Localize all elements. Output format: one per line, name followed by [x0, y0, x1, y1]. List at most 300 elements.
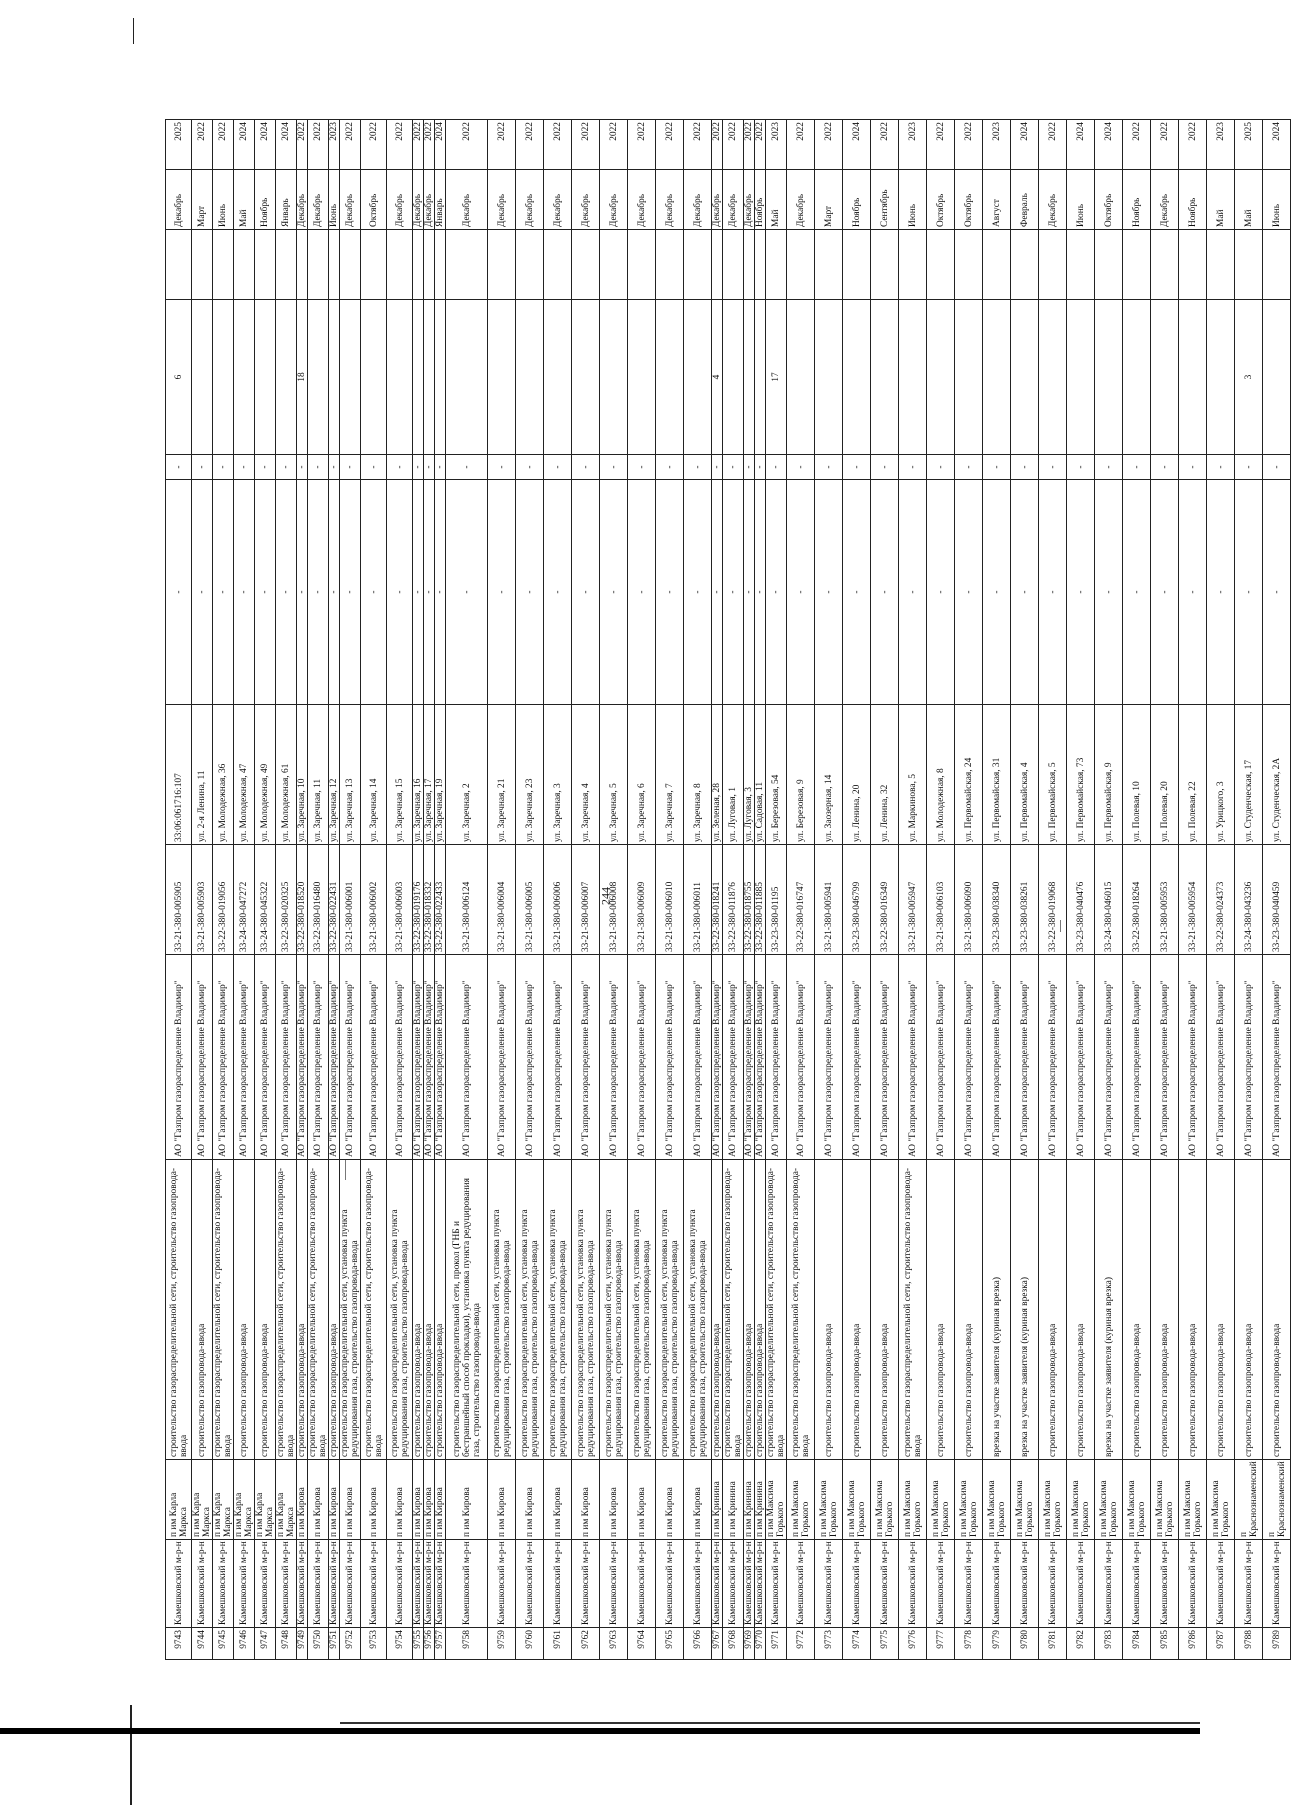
address-cell: ул. Березовая, 9	[787, 705, 815, 845]
cadastral-cell: 33-21-380-006090	[955, 845, 983, 955]
empty-cell: -	[544, 480, 572, 705]
month-cell: Декабрь	[723, 170, 744, 230]
organization-cell: АО "Газпром газораспределение Владимир"	[544, 955, 572, 1160]
year-cell: 2022	[1179, 120, 1207, 170]
settlement-cell: п им Кирова	[387, 1460, 413, 1540]
year-cell: 2025	[1235, 120, 1263, 170]
month-cell: Декабрь	[544, 170, 572, 230]
empty-cell: -	[1263, 455, 1291, 480]
district-cell: Камешковский м-р-н	[297, 1540, 308, 1628]
table-row	[955, 120, 983, 1660]
month-cell: Июнь	[899, 170, 927, 230]
year-cell: 2022	[955, 120, 983, 170]
year-cell: 2022	[213, 120, 234, 170]
month-cell: Декабрь	[413, 170, 424, 230]
work-type-cell: строительство газопровода-ввода	[755, 1160, 766, 1460]
district-cell: Камешковский м-р-н	[192, 1540, 213, 1628]
district-cell: Камешковский м-р-н	[413, 1540, 424, 1628]
address-cell: ул. Студенческая, 2А	[1263, 705, 1291, 845]
year-cell: 2022	[927, 120, 955, 170]
empty-cell	[213, 230, 234, 300]
count-cell	[723, 300, 744, 455]
count-cell	[1039, 300, 1067, 455]
organization-cell: АО "Газпром газораспределение Владимир"	[1067, 955, 1095, 1160]
empty-cell: -	[1123, 455, 1151, 480]
empty-cell	[361, 230, 387, 300]
year-cell: 2022	[544, 120, 572, 170]
cadastral-cell: 33-22-380-019176	[413, 845, 424, 955]
organization-cell: АО "Газпром газораспределение Владимир"	[446, 955, 488, 1160]
organization-cell: АО "Газпром газораспределение Владимир"	[1151, 955, 1179, 1160]
organization-cell: АО "Газпром газораспределение Владимир"	[516, 955, 544, 1160]
row-number: 9754	[387, 1628, 413, 1660]
table-row	[744, 120, 755, 1660]
district-cell: Камешковский м-р-н	[255, 1540, 276, 1628]
work-type-cell: врезка на участке заявителя (куриная врезка)	[983, 1160, 1011, 1460]
address-cell: ул. Заречная, 5	[600, 705, 628, 845]
empty-cell	[766, 230, 787, 300]
cadastral-cell: 33-23-380-01195	[766, 845, 787, 955]
organization-cell: АО "Газпром газораспределение Владимир"	[1039, 955, 1067, 1160]
empty-cell	[435, 230, 446, 300]
empty-cell	[744, 230, 755, 300]
cadastral-cell: 33-22-380-020325	[276, 845, 297, 955]
empty-cell: -	[361, 455, 387, 480]
address-cell: ул. Садовая, 11	[755, 705, 766, 845]
table-holder	[165, 120, 1287, 1660]
year-cell: 2024	[1067, 120, 1095, 170]
settlement-cell: п им Кринина	[723, 1460, 744, 1540]
district-cell: Камешковский м-р-н	[843, 1540, 871, 1628]
month-cell: Октябрь	[955, 170, 983, 230]
year-cell: 2022	[446, 120, 488, 170]
address-cell: ул. Первомайская, 9	[1095, 705, 1123, 845]
address-cell: ул. Заречная, 6	[628, 705, 656, 845]
count-cell	[787, 300, 815, 455]
settlement-cell: п им Кринина	[712, 1460, 723, 1540]
table-row	[516, 120, 544, 1660]
cadastral-cell: 33-21-380-005954	[1179, 845, 1207, 955]
table-row	[387, 120, 413, 1660]
district-cell: Камешковский м-р-н	[600, 1540, 628, 1628]
settlement-cell: п им Максима Горького	[927, 1460, 955, 1540]
month-cell: Декабрь	[516, 170, 544, 230]
empty-cell: -	[166, 455, 192, 480]
district-cell: Камешковский м-р-н	[488, 1540, 516, 1628]
settlement-cell: п им Максима Горького	[1067, 1460, 1095, 1540]
organization-cell: АО "Газпром газораспределение Владимир"	[899, 955, 927, 1160]
empty-cell: -	[1151, 480, 1179, 705]
empty-cell	[166, 230, 192, 300]
empty-cell: -	[1179, 480, 1207, 705]
district-cell: Камешковский м-р-н	[787, 1540, 815, 1628]
cadastral-cell: 33-22-380-022431	[329, 845, 340, 955]
empty-cell: -	[600, 480, 628, 705]
year-cell: 2022	[308, 120, 329, 170]
address-cell: ул. Первомайская, 31	[983, 705, 1011, 845]
work-type-cell: строительство газопровода-ввода	[815, 1160, 843, 1460]
year-cell: 2022	[815, 120, 843, 170]
work-type-cell: строительство газораспределительной сети, установка пункта редуцирования газа, строительство газопровода-ввода	[516, 1160, 544, 1460]
row-number: 9745	[213, 1628, 234, 1660]
count-cell	[255, 300, 276, 455]
empty-cell	[684, 230, 712, 300]
work-type-cell: врезка на участке заявителя (куриная врезка)	[1011, 1160, 1039, 1460]
empty-cell: -	[1011, 455, 1039, 480]
empty-cell: -	[446, 455, 488, 480]
count-cell	[744, 300, 755, 455]
empty-cell: -	[744, 455, 755, 480]
table-row	[899, 120, 927, 1660]
empty-cell: -	[572, 480, 600, 705]
district-cell: Камешковский м-р-н	[927, 1540, 955, 1628]
work-type-cell: строительство газопровода-ввода	[1263, 1160, 1291, 1460]
work-type-cell: строительство газопровода-ввода	[1123, 1160, 1151, 1460]
empty-cell	[1123, 230, 1151, 300]
empty-cell	[1179, 230, 1207, 300]
count-cell	[361, 300, 387, 455]
settlement-cell: п им Кринина	[755, 1460, 766, 1540]
year-cell: 2022	[656, 120, 684, 170]
table-row	[628, 120, 656, 1660]
empty-cell: -	[308, 455, 329, 480]
table-row	[1123, 120, 1151, 1660]
month-cell: Ноябрь	[1179, 170, 1207, 230]
settlement-cell: п им Максима Горького	[766, 1460, 787, 1540]
empty-cell: -	[755, 480, 766, 705]
empty-cell: -	[815, 455, 843, 480]
settlement-cell: п им Кирова	[488, 1460, 516, 1540]
table-row	[843, 120, 871, 1660]
organization-cell: АО "Газпром газораспределение Владимир"	[983, 955, 1011, 1160]
settlement-cell: п им Карла Маркса	[213, 1460, 234, 1540]
table-row	[723, 120, 744, 1660]
cadastral-cell: 33-23-380-038261	[1011, 845, 1039, 955]
empty-cell: -	[1039, 480, 1067, 705]
row-number: 9772	[787, 1628, 815, 1660]
year-cell: 2023	[899, 120, 927, 170]
month-cell: Сентябрь	[871, 170, 899, 230]
empty-cell: -	[712, 455, 723, 480]
empty-cell: -	[1179, 455, 1207, 480]
cadastral-cell: 33-21-380-005947	[899, 845, 927, 955]
address-cell: ул. Полевая, 22	[1179, 705, 1207, 845]
settlement-cell: п им Максима Горького	[1179, 1460, 1207, 1540]
district-cell: Камешковский м-р-н	[276, 1540, 297, 1628]
settlement-cell: п им Максима Горького	[1151, 1460, 1179, 1540]
organization-cell: АО "Газпром газораспределение Владимир"	[340, 955, 361, 1160]
month-cell: Май	[1207, 170, 1235, 230]
empty-cell	[572, 230, 600, 300]
year-cell: 2022	[488, 120, 516, 170]
month-cell: Октябрь	[927, 170, 955, 230]
district-cell: Камешковский м-р-н	[1235, 1540, 1263, 1628]
count-cell	[1011, 300, 1039, 455]
table-row	[435, 120, 446, 1660]
organization-cell: АО "Газпром газораспределение Владимир"	[1263, 955, 1291, 1160]
year-cell: 2022	[572, 120, 600, 170]
year-cell: 2022	[297, 120, 308, 170]
row-number: 9756	[424, 1628, 435, 1660]
settlement-cell: п им Кирова	[340, 1460, 361, 1540]
count-cell	[1095, 300, 1123, 455]
row-number: 9744	[192, 1628, 213, 1660]
cadastral-cell: 33-21-380-005905	[166, 845, 192, 955]
organization-cell: АО "Газпром газораспределение Владимир"	[1011, 955, 1039, 1160]
empty-cell: -	[1207, 455, 1235, 480]
settlement-cell: п им Кирова	[628, 1460, 656, 1540]
row-number: 9777	[927, 1628, 955, 1660]
work-type-cell: строительство газораспределительной сети, установка пункта редуцирования газа, строительство газопровода-ввода	[387, 1160, 413, 1460]
settlement-cell: п им Максима Горького	[843, 1460, 871, 1540]
empty-cell: -	[1263, 480, 1291, 705]
empty-cell: -	[927, 480, 955, 705]
settlement-cell: п им Кирова	[329, 1460, 340, 1540]
count-cell	[213, 300, 234, 455]
month-cell: Июнь	[1067, 170, 1095, 230]
count-cell	[1263, 300, 1291, 455]
year-cell: 2022	[1123, 120, 1151, 170]
month-cell: Декабрь	[166, 170, 192, 230]
cadastral-cell: 33-24-380-046015	[1095, 845, 1123, 955]
empty-cell: -	[712, 480, 723, 705]
district-cell: Камешковский м-р-н	[1151, 1540, 1179, 1628]
district-cell: Камешковский м-р-н	[955, 1540, 983, 1628]
address-cell: ул. Заречная, 11	[308, 705, 329, 845]
table-row	[488, 120, 516, 1660]
year-cell: 2024	[255, 120, 276, 170]
empty-cell: -	[446, 480, 488, 705]
month-cell: Декабрь	[787, 170, 815, 230]
empty-cell	[387, 230, 413, 300]
year-cell: 2022	[1151, 120, 1179, 170]
table-body	[166, 120, 1291, 1660]
settlement-cell: п им Кирова	[446, 1460, 488, 1540]
work-type-cell: строительство газопровода-ввода	[712, 1160, 723, 1460]
empty-cell: -	[166, 480, 192, 705]
address-cell: ул. Заречная, 8	[684, 705, 712, 845]
month-cell: Май	[234, 170, 255, 230]
row-number: 9764	[628, 1628, 656, 1660]
empty-cell	[1207, 230, 1235, 300]
empty-cell: -	[488, 455, 516, 480]
count-cell	[600, 300, 628, 455]
organization-cell: АО "Газпром газораспределение Владимир"	[213, 955, 234, 1160]
work-type-cell: строительство газопровода-ввода	[871, 1160, 899, 1460]
organization-cell: АО "Газпром газораспределение Владимир"	[766, 955, 787, 1160]
month-cell: Август	[983, 170, 1011, 230]
address-cell: ул. Зеленая, 28	[712, 705, 723, 845]
organization-cell: АО "Газпром газораспределение Владимир"	[192, 955, 213, 1160]
empty-cell: -	[276, 455, 297, 480]
settlement-cell: п Краснознаменский	[1235, 1460, 1263, 1540]
settlement-cell: п им Максима Горького	[1011, 1460, 1039, 1540]
district-cell: Камешковский м-р-н	[899, 1540, 927, 1628]
month-cell: Декабрь	[340, 170, 361, 230]
row-number: 9789	[1263, 1628, 1291, 1660]
organization-cell: АО "Газпром газораспределение Владимир"	[1179, 955, 1207, 1160]
cadastral-cell: 33-24-380-045322	[255, 845, 276, 955]
address-cell: ул. Луговая, 1	[723, 705, 744, 845]
address-cell: ул. Заречная, 13	[340, 705, 361, 845]
empty-cell: -	[424, 480, 435, 705]
settlement-cell: п Краснознаменский	[1263, 1460, 1291, 1540]
table-row	[572, 120, 600, 1660]
table-row	[684, 120, 712, 1660]
table-row	[1263, 120, 1291, 1660]
empty-cell: -	[488, 480, 516, 705]
cadastral-cell: 33-22-380-016480	[308, 845, 329, 955]
cadastral-cell: 33-21-380-005953	[1151, 845, 1179, 955]
year-cell: 2022	[628, 120, 656, 170]
organization-cell: АО "Газпром газораспределение Владимир"	[387, 955, 413, 1160]
empty-cell: -	[787, 455, 815, 480]
work-type-cell: строительство газопровода-ввода	[192, 1160, 213, 1460]
table-row	[1179, 120, 1207, 1660]
work-type-cell: строительство газораспределительной сети, установка пункта редуцирования газа, строительство газопровода-ввода	[488, 1160, 516, 1460]
settlement-cell: п им Кирова	[413, 1460, 424, 1540]
year-cell: 2024	[276, 120, 297, 170]
organization-cell: АО "Газпром газораспределение Владимир"	[787, 955, 815, 1160]
year-cell: 2024	[843, 120, 871, 170]
month-cell: Декабрь	[572, 170, 600, 230]
cadastral-cell: 33-22-380-018241	[712, 845, 723, 955]
empty-cell: -	[516, 480, 544, 705]
work-type-cell: строительство газопровода-ввода	[744, 1160, 755, 1460]
district-cell: Камешковский м-р-н	[308, 1540, 329, 1628]
district-cell: Камешковский м-р-н	[744, 1540, 755, 1628]
organization-cell: АО "Газпром газораспределение Владимир"	[1235, 955, 1263, 1160]
district-cell: Камешковский м-р-н	[1207, 1540, 1235, 1628]
count-cell	[340, 300, 361, 455]
month-cell: Февраль	[1011, 170, 1039, 230]
count-cell	[308, 300, 329, 455]
year-cell: 2024	[234, 120, 255, 170]
year-cell: 2022	[192, 120, 213, 170]
empty-cell: -	[387, 455, 413, 480]
month-cell: Декабрь	[387, 170, 413, 230]
organization-cell: АО "Газпром газораспределение Владимир"	[1123, 955, 1151, 1160]
work-type-cell: строительство газопровода-ввода	[1235, 1160, 1263, 1460]
scan-border	[340, 1722, 1200, 1724]
address-cell: ул. Заречная, 7	[656, 705, 684, 845]
empty-cell: -	[387, 480, 413, 705]
month-cell: Октябрь	[1095, 170, 1123, 230]
empty-cell: -	[843, 480, 871, 705]
empty-cell: -	[983, 455, 1011, 480]
table-row	[544, 120, 572, 1660]
count-cell	[544, 300, 572, 455]
organization-cell: АО "Газпром газораспределение Владимир"	[297, 955, 308, 1160]
district-cell: Камешковский м-р-н	[755, 1540, 766, 1628]
empty-cell: -	[843, 455, 871, 480]
empty-cell: -	[192, 480, 213, 705]
table-row	[1067, 120, 1095, 1660]
row-number: 9775	[871, 1628, 899, 1660]
month-cell: Январь	[276, 170, 297, 230]
address-cell: ул. Заречная, 2	[446, 705, 488, 845]
month-cell: Март	[192, 170, 213, 230]
empty-cell	[628, 230, 656, 300]
empty-cell: -	[234, 455, 255, 480]
count-cell	[755, 300, 766, 455]
empty-cell	[516, 230, 544, 300]
count-cell	[234, 300, 255, 455]
organization-cell: АО "Газпром газораспределение Владимир"	[656, 955, 684, 1160]
empty-cell	[656, 230, 684, 300]
count-cell: 3	[1235, 300, 1263, 455]
work-type-cell: строительство газопровода-ввода	[1179, 1160, 1207, 1460]
empty-cell: -	[927, 455, 955, 480]
settlement-cell: п им Максима Горького	[1123, 1460, 1151, 1540]
empty-cell: -	[413, 455, 424, 480]
address-cell: ул. Заречная, 15	[387, 705, 413, 845]
settlement-cell: п им Кирова	[308, 1460, 329, 1540]
count-cell	[656, 300, 684, 455]
address-cell: ул. Заречная, 17	[424, 705, 435, 845]
month-cell: Декабрь	[308, 170, 329, 230]
count-cell	[446, 300, 488, 455]
month-cell: Декабрь	[297, 170, 308, 230]
table-row	[1207, 120, 1235, 1660]
count-cell	[843, 300, 871, 455]
year-cell: 2022	[424, 120, 435, 170]
row-number: 9748	[276, 1628, 297, 1660]
table-row	[340, 120, 361, 1660]
empty-cell: -	[1067, 480, 1095, 705]
table-row	[1235, 120, 1263, 1660]
empty-cell: -	[628, 480, 656, 705]
row-number: 9762	[572, 1628, 600, 1660]
page-number: 244	[598, 887, 613, 905]
work-type-cell: строительство газопровода-ввода	[255, 1160, 276, 1460]
row-number: 9771	[766, 1628, 787, 1660]
empty-cell	[192, 230, 213, 300]
empty-cell: -	[213, 480, 234, 705]
year-cell: 2023	[766, 120, 787, 170]
table-row	[712, 120, 723, 1660]
year-cell: 2022	[684, 120, 712, 170]
address-cell: ул. Молодежная, 8	[927, 705, 955, 845]
row-number: 9774	[843, 1628, 871, 1660]
empty-cell: -	[424, 455, 435, 480]
table-row	[234, 120, 255, 1660]
organization-cell: АО "Газпром газораспределение Владимир"	[628, 955, 656, 1160]
address-cell: ул. Заречная, 19	[435, 705, 446, 845]
address-cell: ул. Полевая, 10	[1123, 705, 1151, 845]
empty-cell: -	[276, 480, 297, 705]
district-cell: Камешковский м-р-н	[1263, 1540, 1291, 1628]
month-cell: Декабрь	[656, 170, 684, 230]
organization-cell: АО "Газпром газораспределение Владимир"	[329, 955, 340, 1160]
organization-cell: АО "Газпром газораспределение Владимир"	[712, 955, 723, 1160]
table-row	[255, 120, 276, 1660]
district-cell: Камешковский м-р-н	[234, 1540, 255, 1628]
address-cell: ул. Заречная, 4	[572, 705, 600, 845]
empty-cell	[544, 230, 572, 300]
year-cell: 2022	[1039, 120, 1067, 170]
cadastral-cell: 33-22-380-019068	[1039, 845, 1067, 955]
work-type-cell: строительство газопровода-ввода	[927, 1160, 955, 1460]
organization-cell: АО "Газпром газораспределение Владимир"	[308, 955, 329, 1160]
district-cell: Камешковский м-р-н	[213, 1540, 234, 1628]
empty-cell	[927, 230, 955, 300]
address-cell: ул. Первомайская, 24	[955, 705, 983, 845]
row-number: 9780	[1011, 1628, 1039, 1660]
empty-cell	[1011, 230, 1039, 300]
count-cell	[1151, 300, 1179, 455]
empty-cell	[871, 230, 899, 300]
